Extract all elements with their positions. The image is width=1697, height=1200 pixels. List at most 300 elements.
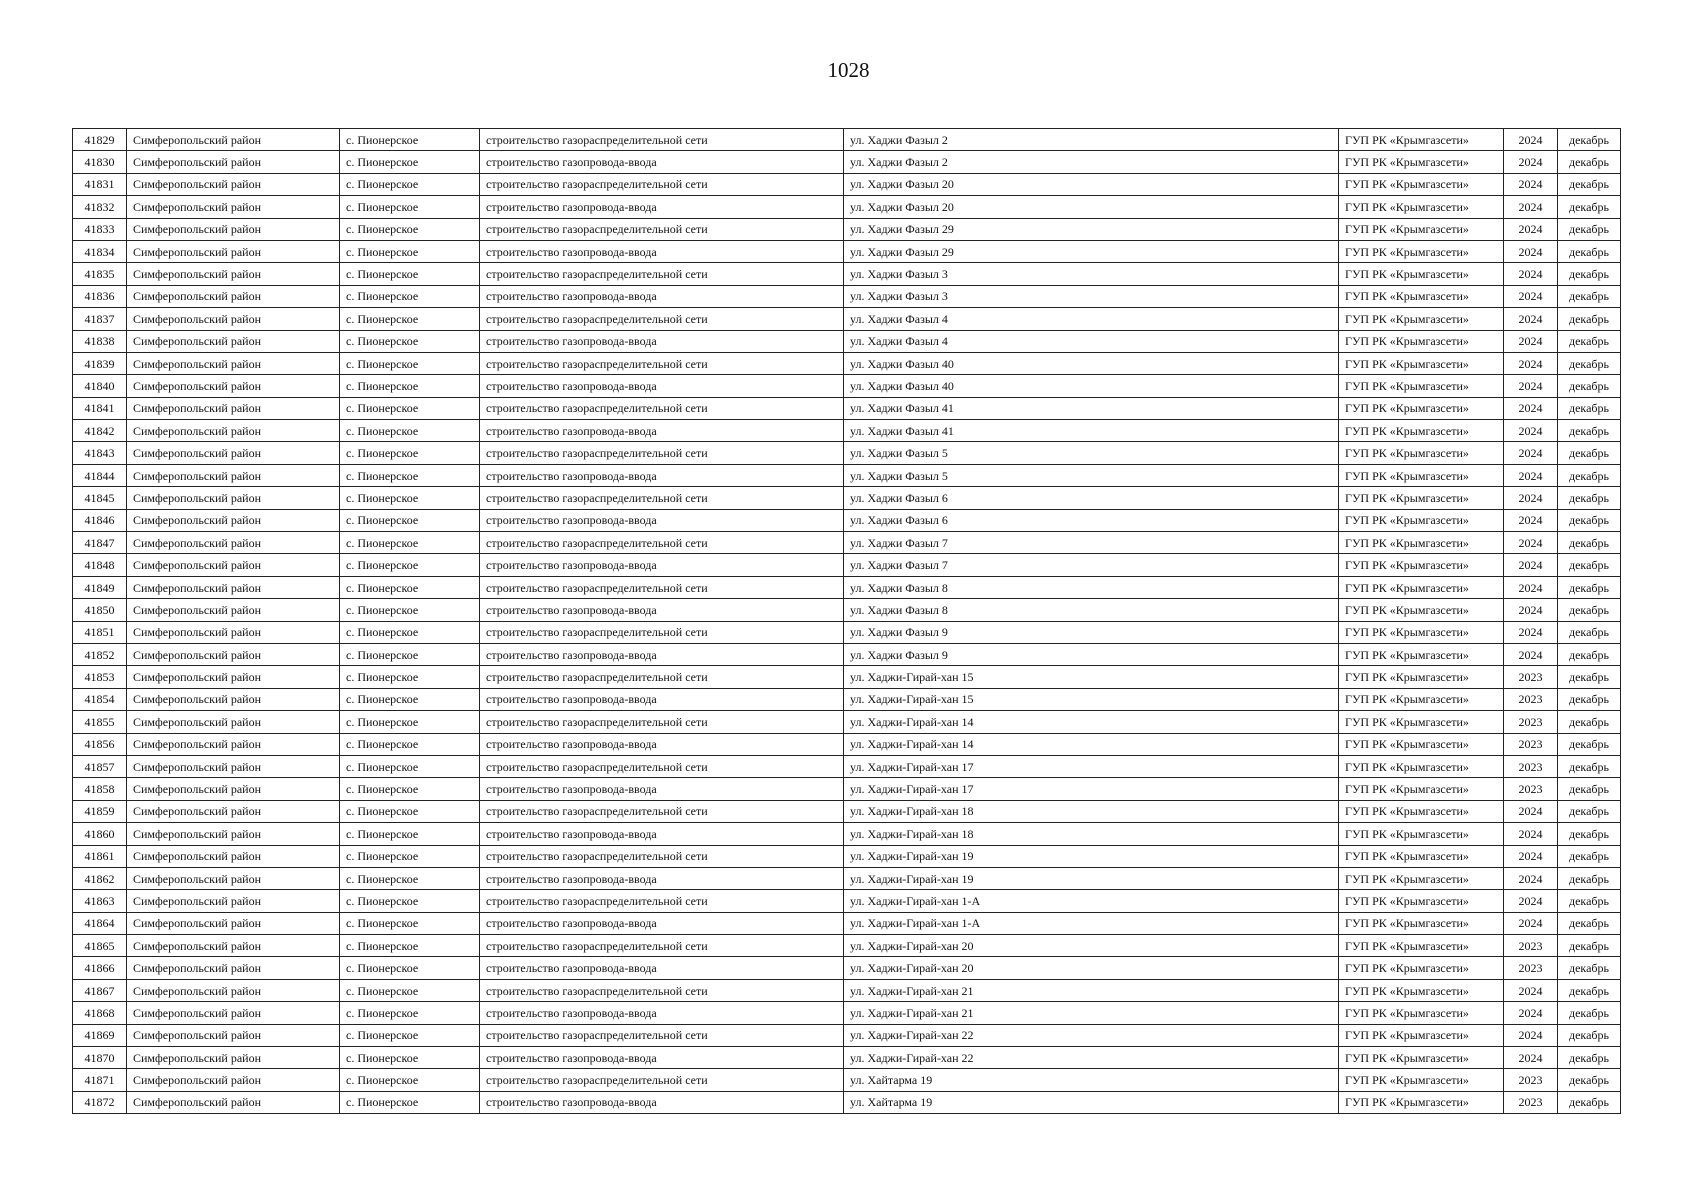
cell-record-number: 41866 bbox=[73, 957, 127, 979]
cell-year: 2023 bbox=[1504, 935, 1558, 957]
table-row bbox=[73, 330, 1621, 352]
cell-work-type: строительство газораспределительной сети bbox=[480, 218, 844, 240]
cell-address: ул. Хаджи Фазыл 7 bbox=[844, 554, 1339, 576]
cell-district: Симферопольский район bbox=[127, 330, 340, 352]
cell-work-type: строительство газопровода-ввода bbox=[480, 285, 844, 307]
cell-address: ул. Хаджи Фазыл 29 bbox=[844, 240, 1339, 262]
cell-village: с. Пионерское bbox=[340, 263, 480, 285]
cell-address: ул. Хаджи-Гирай-хан 22 bbox=[844, 1047, 1339, 1069]
cell-record-number: 41869 bbox=[73, 1024, 127, 1046]
cell-organization: ГУП РК «Крымгазсети» bbox=[1339, 890, 1504, 912]
cell-year: 2024 bbox=[1504, 867, 1558, 889]
cell-organization: ГУП РК «Крымгазсети» bbox=[1339, 979, 1504, 1001]
cell-record-number: 41839 bbox=[73, 352, 127, 374]
cell-month: декабрь bbox=[1558, 196, 1621, 218]
cell-address: ул. Хаджи-Гирай-хан 1-А bbox=[844, 890, 1339, 912]
table-row bbox=[73, 464, 1621, 486]
cell-organization: ГУП РК «Крымгазсети» bbox=[1339, 240, 1504, 262]
cell-organization: ГУП РК «Крымгазсети» bbox=[1339, 755, 1504, 777]
cell-address: ул. Хаджи-Гирай-хан 18 bbox=[844, 800, 1339, 822]
table-row bbox=[73, 397, 1621, 419]
cell-organization: ГУП РК «Крымгазсети» bbox=[1339, 576, 1504, 598]
cell-year: 2024 bbox=[1504, 487, 1558, 509]
table-row bbox=[73, 778, 1621, 800]
cell-month: декабрь bbox=[1558, 979, 1621, 1001]
cell-work-type: строительство газопровода-ввода bbox=[480, 330, 844, 352]
cell-record-number: 41847 bbox=[73, 532, 127, 554]
table-body bbox=[73, 129, 1621, 1114]
cell-village: с. Пионерское bbox=[340, 957, 480, 979]
cell-village: с. Пионерское bbox=[340, 912, 480, 934]
cell-district: Симферопольский район bbox=[127, 218, 340, 240]
cell-year: 2024 bbox=[1504, 285, 1558, 307]
table-row bbox=[73, 733, 1621, 755]
cell-work-type: строительство газопровода-ввода bbox=[480, 509, 844, 531]
table-row bbox=[73, 1069, 1621, 1091]
cell-month: декабрь bbox=[1558, 420, 1621, 442]
cell-month: декабрь bbox=[1558, 755, 1621, 777]
cell-record-number: 41830 bbox=[73, 151, 127, 173]
cell-address: ул. Хаджи-Гирай-хан 14 bbox=[844, 711, 1339, 733]
cell-organization: ГУП РК «Крымгазсети» bbox=[1339, 688, 1504, 710]
cell-organization: ГУП РК «Крымгазсети» bbox=[1339, 263, 1504, 285]
table-row bbox=[73, 666, 1621, 688]
table-row bbox=[73, 129, 1621, 151]
table-row bbox=[73, 263, 1621, 285]
cell-village: с. Пионерское bbox=[340, 1091, 480, 1113]
cell-organization: ГУП РК «Крымгазсети» bbox=[1339, 532, 1504, 554]
cell-organization: ГУП РК «Крымгазсети» bbox=[1339, 621, 1504, 643]
cell-year: 2024 bbox=[1504, 352, 1558, 374]
cell-year: 2024 bbox=[1504, 308, 1558, 330]
cell-work-type: строительство газопровода-ввода bbox=[480, 778, 844, 800]
cell-year: 2024 bbox=[1504, 397, 1558, 419]
cell-address: ул. Хаджи Фазыл 4 bbox=[844, 330, 1339, 352]
cell-district: Симферопольский район bbox=[127, 375, 340, 397]
cell-month: декабрь bbox=[1558, 532, 1621, 554]
cell-district: Симферопольский район bbox=[127, 935, 340, 957]
cell-work-type: строительство газораспределительной сети bbox=[480, 487, 844, 509]
cell-year: 2024 bbox=[1504, 330, 1558, 352]
cell-district: Симферопольский район bbox=[127, 464, 340, 486]
cell-work-type: строительство газораспределительной сети bbox=[480, 845, 844, 867]
table-row bbox=[73, 151, 1621, 173]
cell-month: декабрь bbox=[1558, 218, 1621, 240]
cell-district: Симферопольский район bbox=[127, 173, 340, 195]
cell-address: ул. Хаджи-Гирай-хан 15 bbox=[844, 666, 1339, 688]
cell-address: ул. Хайтарма 19 bbox=[844, 1069, 1339, 1091]
cell-work-type: строительство газораспределительной сети bbox=[480, 532, 844, 554]
cell-month: декабрь bbox=[1558, 151, 1621, 173]
cell-record-number: 41851 bbox=[73, 621, 127, 643]
cell-district: Симферопольский район bbox=[127, 711, 340, 733]
cell-organization: ГУП РК «Крымгазсети» bbox=[1339, 1069, 1504, 1091]
cell-work-type: строительство газопровода-ввода bbox=[480, 1091, 844, 1113]
cell-record-number: 41850 bbox=[73, 599, 127, 621]
cell-record-number: 41843 bbox=[73, 442, 127, 464]
table-row bbox=[73, 845, 1621, 867]
cell-district: Симферопольский район bbox=[127, 532, 340, 554]
cell-year: 2023 bbox=[1504, 1091, 1558, 1113]
table-row bbox=[73, 643, 1621, 665]
cell-organization: ГУП РК «Крымгазсети» bbox=[1339, 375, 1504, 397]
cell-year: 2024 bbox=[1504, 196, 1558, 218]
cell-month: декабрь bbox=[1558, 1069, 1621, 1091]
cell-district: Симферопольский район bbox=[127, 912, 340, 934]
table-row bbox=[73, 599, 1621, 621]
cell-work-type: строительство газопровода-ввода bbox=[480, 1047, 844, 1069]
cell-address: ул. Хаджи-Гирай-хан 22 bbox=[844, 1024, 1339, 1046]
cell-district: Симферопольский район bbox=[127, 308, 340, 330]
cell-work-type: строительство газораспределительной сети bbox=[480, 621, 844, 643]
cell-organization: ГУП РК «Крымгазсети» bbox=[1339, 800, 1504, 822]
cell-village: с. Пионерское bbox=[340, 509, 480, 531]
cell-record-number: 41857 bbox=[73, 755, 127, 777]
cell-village: с. Пионерское bbox=[340, 1069, 480, 1091]
cell-record-number: 41867 bbox=[73, 979, 127, 1001]
cell-address: ул. Хаджи Фазыл 29 bbox=[844, 218, 1339, 240]
cell-district: Симферопольский район bbox=[127, 599, 340, 621]
cell-address: ул. Хаджи-Гирай-хан 15 bbox=[844, 688, 1339, 710]
cell-record-number: 41862 bbox=[73, 867, 127, 889]
cell-work-type: строительство газораспределительной сети bbox=[480, 800, 844, 822]
cell-village: с. Пионерское bbox=[340, 487, 480, 509]
cell-year: 2023 bbox=[1504, 666, 1558, 688]
cell-year: 2024 bbox=[1504, 375, 1558, 397]
cell-organization: ГУП РК «Крымгазсети» bbox=[1339, 308, 1504, 330]
cell-district: Симферопольский район bbox=[127, 420, 340, 442]
cell-organization: ГУП РК «Крымгазсети» bbox=[1339, 196, 1504, 218]
cell-year: 2023 bbox=[1504, 711, 1558, 733]
cell-month: декабрь bbox=[1558, 576, 1621, 598]
cell-record-number: 41863 bbox=[73, 890, 127, 912]
cell-district: Симферопольский район bbox=[127, 1047, 340, 1069]
cell-month: декабрь bbox=[1558, 263, 1621, 285]
cell-district: Симферопольский район bbox=[127, 442, 340, 464]
cell-month: декабрь bbox=[1558, 890, 1621, 912]
cell-address: ул. Хаджи-Гирай-хан 21 bbox=[844, 979, 1339, 1001]
cell-work-type: строительство газораспределительной сети bbox=[480, 308, 844, 330]
cell-record-number: 41844 bbox=[73, 464, 127, 486]
cell-month: декабрь bbox=[1558, 621, 1621, 643]
cell-work-type: строительство газопровода-ввода bbox=[480, 420, 844, 442]
cell-work-type: строительство газораспределительной сети bbox=[480, 755, 844, 777]
cell-address: ул. Хаджи Фазыл 20 bbox=[844, 196, 1339, 218]
cell-organization: ГУП РК «Крымгазсети» bbox=[1339, 733, 1504, 755]
cell-district: Симферопольский район bbox=[127, 621, 340, 643]
cell-village: с. Пионерское bbox=[340, 1024, 480, 1046]
cell-address: ул. Хаджи Фазыл 3 bbox=[844, 285, 1339, 307]
cell-year: 2024 bbox=[1504, 890, 1558, 912]
cell-month: декабрь bbox=[1558, 823, 1621, 845]
cell-month: декабрь bbox=[1558, 733, 1621, 755]
cell-month: декабрь bbox=[1558, 308, 1621, 330]
table-row bbox=[73, 308, 1621, 330]
cell-record-number: 41864 bbox=[73, 912, 127, 934]
cell-address: ул. Хаджи-Гирай-хан 21 bbox=[844, 1002, 1339, 1024]
cell-year: 2024 bbox=[1504, 263, 1558, 285]
cell-record-number: 41856 bbox=[73, 733, 127, 755]
table-row bbox=[73, 711, 1621, 733]
cell-month: декабрь bbox=[1558, 285, 1621, 307]
cell-work-type: строительство газораспределительной сети bbox=[480, 1069, 844, 1091]
cell-work-type: строительство газопровода-ввода bbox=[480, 151, 844, 173]
cell-address: ул. Хаджи Фазыл 40 bbox=[844, 375, 1339, 397]
cell-village: с. Пионерское bbox=[340, 823, 480, 845]
cell-organization: ГУП РК «Крымгазсети» bbox=[1339, 778, 1504, 800]
cell-work-type: строительство газопровода-ввода bbox=[480, 912, 844, 934]
cell-address: ул. Хаджи Фазыл 4 bbox=[844, 308, 1339, 330]
cell-district: Симферопольский район bbox=[127, 1002, 340, 1024]
cell-month: декабрь bbox=[1558, 599, 1621, 621]
cell-year: 2024 bbox=[1504, 532, 1558, 554]
table-row bbox=[73, 576, 1621, 598]
cell-village: с. Пионерское bbox=[340, 733, 480, 755]
table-row bbox=[73, 912, 1621, 934]
cell-record-number: 41840 bbox=[73, 375, 127, 397]
cell-village: с. Пионерское bbox=[340, 867, 480, 889]
table-row bbox=[73, 1002, 1621, 1024]
cell-address: ул. Хаджи Фазыл 2 bbox=[844, 129, 1339, 151]
cell-village: с. Пионерское bbox=[340, 599, 480, 621]
cell-year: 2024 bbox=[1504, 129, 1558, 151]
cell-record-number: 41837 bbox=[73, 308, 127, 330]
cell-year: 2024 bbox=[1504, 442, 1558, 464]
table-row bbox=[73, 173, 1621, 195]
cell-address: ул. Хаджи Фазыл 6 bbox=[844, 487, 1339, 509]
cell-district: Симферопольский район bbox=[127, 979, 340, 1001]
cell-month: декабрь bbox=[1558, 957, 1621, 979]
cell-organization: ГУП РК «Крымгазсети» bbox=[1339, 845, 1504, 867]
cell-year: 2023 bbox=[1504, 688, 1558, 710]
cell-district: Симферопольский район bbox=[127, 845, 340, 867]
cell-work-type: строительство газораспределительной сети bbox=[480, 352, 844, 374]
cell-year: 2024 bbox=[1504, 1047, 1558, 1069]
cell-year: 2023 bbox=[1504, 1069, 1558, 1091]
cell-year: 2024 bbox=[1504, 1002, 1558, 1024]
cell-village: с. Пионерское bbox=[340, 240, 480, 262]
cell-work-type: строительство газопровода-ввода bbox=[480, 733, 844, 755]
cell-record-number: 41849 bbox=[73, 576, 127, 598]
cell-district: Симферопольский район bbox=[127, 576, 340, 598]
table-row bbox=[73, 375, 1621, 397]
cell-village: с. Пионерское bbox=[340, 420, 480, 442]
cell-address: ул. Хаджи Фазыл 9 bbox=[844, 621, 1339, 643]
table-row bbox=[73, 957, 1621, 979]
cell-organization: ГУП РК «Крымгазсети» bbox=[1339, 711, 1504, 733]
cell-month: декабрь bbox=[1558, 666, 1621, 688]
cell-work-type: строительство газораспределительной сети bbox=[480, 442, 844, 464]
cell-month: декабрь bbox=[1558, 643, 1621, 665]
cell-organization: ГУП РК «Крымгазсети» bbox=[1339, 957, 1504, 979]
cell-record-number: 41859 bbox=[73, 800, 127, 822]
cell-month: декабрь bbox=[1558, 935, 1621, 957]
cell-village: с. Пионерское bbox=[340, 1047, 480, 1069]
cell-record-number: 41831 bbox=[73, 173, 127, 195]
cell-record-number: 41846 bbox=[73, 509, 127, 531]
cell-organization: ГУП РК «Крымгазсети» bbox=[1339, 912, 1504, 934]
cell-work-type: строительство газораспределительной сети bbox=[480, 890, 844, 912]
cell-year: 2024 bbox=[1504, 554, 1558, 576]
cell-record-number: 41858 bbox=[73, 778, 127, 800]
cell-organization: ГУП РК «Крымгазсети» bbox=[1339, 218, 1504, 240]
cell-work-type: строительство газораспределительной сети bbox=[480, 666, 844, 688]
cell-year: 2024 bbox=[1504, 979, 1558, 1001]
cell-organization: ГУП РК «Крымгазсети» bbox=[1339, 330, 1504, 352]
cell-work-type: строительство газораспределительной сети bbox=[480, 979, 844, 1001]
cell-village: с. Пионерское bbox=[340, 397, 480, 419]
cell-address: ул. Хаджи-Гирай-хан 14 bbox=[844, 733, 1339, 755]
cell-district: Симферопольский район bbox=[127, 755, 340, 777]
cell-work-type: строительство газопровода-ввода bbox=[480, 240, 844, 262]
cell-organization: ГУП РК «Крымгазсети» bbox=[1339, 442, 1504, 464]
cell-address: ул. Хаджи Фазыл 7 bbox=[844, 532, 1339, 554]
cell-district: Симферопольский район bbox=[127, 196, 340, 218]
cell-month: декабрь bbox=[1558, 912, 1621, 934]
cell-work-type: строительство газораспределительной сети bbox=[480, 129, 844, 151]
cell-village: с. Пионерское bbox=[340, 532, 480, 554]
cell-district: Симферопольский район bbox=[127, 151, 340, 173]
cell-year: 2024 bbox=[1504, 621, 1558, 643]
cell-record-number: 41865 bbox=[73, 935, 127, 957]
table-row bbox=[73, 621, 1621, 643]
cell-work-type: строительство газопровода-ввода bbox=[480, 554, 844, 576]
cell-work-type: строительство газопровода-ввода bbox=[480, 599, 844, 621]
cell-address: ул. Хаджи Фазыл 8 bbox=[844, 576, 1339, 598]
cell-record-number: 41855 bbox=[73, 711, 127, 733]
cell-organization: ГУП РК «Крымгазсети» bbox=[1339, 285, 1504, 307]
cell-month: декабрь bbox=[1558, 240, 1621, 262]
cell-record-number: 41836 bbox=[73, 285, 127, 307]
table-row bbox=[73, 979, 1621, 1001]
cell-address: ул. Хаджи-Гирай-хан 19 bbox=[844, 845, 1339, 867]
cell-district: Симферопольский район bbox=[127, 240, 340, 262]
cell-district: Симферопольский район bbox=[127, 129, 340, 151]
cell-village: с. Пионерское bbox=[340, 375, 480, 397]
table-row bbox=[73, 1024, 1621, 1046]
cell-record-number: 41861 bbox=[73, 845, 127, 867]
cell-month: декабрь bbox=[1558, 487, 1621, 509]
cell-month: декабрь bbox=[1558, 1002, 1621, 1024]
cell-district: Симферопольский район bbox=[127, 263, 340, 285]
cell-address: ул. Хаджи-Гирай-хан 20 bbox=[844, 935, 1339, 957]
cell-work-type: строительство газораспределительной сети bbox=[480, 173, 844, 195]
cell-village: с. Пионерское bbox=[340, 755, 480, 777]
cell-village: с. Пионерское bbox=[340, 554, 480, 576]
cell-year: 2024 bbox=[1504, 912, 1558, 934]
cell-year: 2024 bbox=[1504, 643, 1558, 665]
cell-district: Симферопольский район bbox=[127, 352, 340, 374]
cell-village: с. Пионерское bbox=[340, 151, 480, 173]
cell-organization: ГУП РК «Крымгазсети» bbox=[1339, 487, 1504, 509]
cell-record-number: 41841 bbox=[73, 397, 127, 419]
cell-organization: ГУП РК «Крымгазсети» bbox=[1339, 554, 1504, 576]
table-row bbox=[73, 755, 1621, 777]
table-row bbox=[73, 196, 1621, 218]
cell-year: 2023 bbox=[1504, 733, 1558, 755]
cell-month: декабрь bbox=[1558, 375, 1621, 397]
cell-address: ул. Хаджи-Гирай-хан 20 bbox=[844, 957, 1339, 979]
cell-year: 2024 bbox=[1504, 420, 1558, 442]
cell-village: с. Пионерское bbox=[340, 576, 480, 598]
cell-year: 2024 bbox=[1504, 218, 1558, 240]
cell-year: 2024 bbox=[1504, 823, 1558, 845]
cell-address: ул. Хаджи-Гирай-хан 1-А bbox=[844, 912, 1339, 934]
cell-organization: ГУП РК «Крымгазсети» bbox=[1339, 935, 1504, 957]
cell-village: с. Пионерское bbox=[340, 935, 480, 957]
cell-address: ул. Хаджи Фазыл 2 bbox=[844, 151, 1339, 173]
cell-record-number: 41832 bbox=[73, 196, 127, 218]
data-table bbox=[72, 128, 1621, 1114]
cell-record-number: 41868 bbox=[73, 1002, 127, 1024]
cell-district: Симферопольский район bbox=[127, 890, 340, 912]
cell-organization: ГУП РК «Крымгазсети» bbox=[1339, 464, 1504, 486]
cell-year: 2024 bbox=[1504, 1024, 1558, 1046]
cell-record-number: 41870 bbox=[73, 1047, 127, 1069]
table-row bbox=[73, 823, 1621, 845]
cell-work-type: строительство газопровода-ввода bbox=[480, 957, 844, 979]
cell-month: декабрь bbox=[1558, 397, 1621, 419]
table-row bbox=[73, 867, 1621, 889]
table-row bbox=[73, 509, 1621, 531]
cell-work-type: строительство газопровода-ввода bbox=[480, 867, 844, 889]
cell-work-type: строительство газораспределительной сети bbox=[480, 397, 844, 419]
cell-organization: ГУП РК «Крымгазсети» bbox=[1339, 397, 1504, 419]
cell-month: декабрь bbox=[1558, 442, 1621, 464]
cell-month: декабрь bbox=[1558, 688, 1621, 710]
cell-organization: ГУП РК «Крымгазсети» bbox=[1339, 1024, 1504, 1046]
cell-year: 2024 bbox=[1504, 464, 1558, 486]
cell-address: ул. Хаджи-Гирай-хан 19 bbox=[844, 867, 1339, 889]
cell-month: декабрь bbox=[1558, 464, 1621, 486]
cell-district: Симферопольский район bbox=[127, 867, 340, 889]
cell-month: декабрь bbox=[1558, 554, 1621, 576]
cell-organization: ГУП РК «Крымгазсети» bbox=[1339, 643, 1504, 665]
cell-district: Симферопольский район bbox=[127, 285, 340, 307]
cell-village: с. Пионерское bbox=[340, 129, 480, 151]
cell-month: декабрь bbox=[1558, 509, 1621, 531]
cell-village: с. Пионерское bbox=[340, 666, 480, 688]
cell-district: Симферопольский район bbox=[127, 778, 340, 800]
cell-record-number: 41860 bbox=[73, 823, 127, 845]
cell-address: ул. Хаджи-Гирай-хан 17 bbox=[844, 778, 1339, 800]
cell-address: ул. Хаджи Фазыл 9 bbox=[844, 643, 1339, 665]
cell-address: ул. Хаджи Фазыл 6 bbox=[844, 509, 1339, 531]
cell-district: Симферопольский район bbox=[127, 397, 340, 419]
cell-district: Симферопольский район bbox=[127, 1091, 340, 1113]
cell-record-number: 41838 bbox=[73, 330, 127, 352]
cell-year: 2024 bbox=[1504, 800, 1558, 822]
table-row bbox=[73, 218, 1621, 240]
cell-month: декабрь bbox=[1558, 129, 1621, 151]
cell-record-number: 41871 bbox=[73, 1069, 127, 1091]
cell-month: декабрь bbox=[1558, 845, 1621, 867]
cell-month: декабрь bbox=[1558, 173, 1621, 195]
cell-organization: ГУП РК «Крымгазсети» bbox=[1339, 599, 1504, 621]
cell-work-type: строительство газопровода-ввода bbox=[480, 375, 844, 397]
cell-record-number: 41833 bbox=[73, 218, 127, 240]
cell-organization: ГУП РК «Крымгазсети» bbox=[1339, 420, 1504, 442]
cell-address: ул. Хаджи Фазыл 8 bbox=[844, 599, 1339, 621]
cell-year: 2024 bbox=[1504, 151, 1558, 173]
cell-work-type: строительство газораспределительной сети bbox=[480, 1024, 844, 1046]
cell-village: с. Пионерское bbox=[340, 688, 480, 710]
data-table-container bbox=[72, 128, 1620, 1114]
table-row bbox=[73, 890, 1621, 912]
cell-year: 2024 bbox=[1504, 599, 1558, 621]
cell-record-number: 41842 bbox=[73, 420, 127, 442]
cell-address: ул. Хайтарма 19 bbox=[844, 1091, 1339, 1113]
